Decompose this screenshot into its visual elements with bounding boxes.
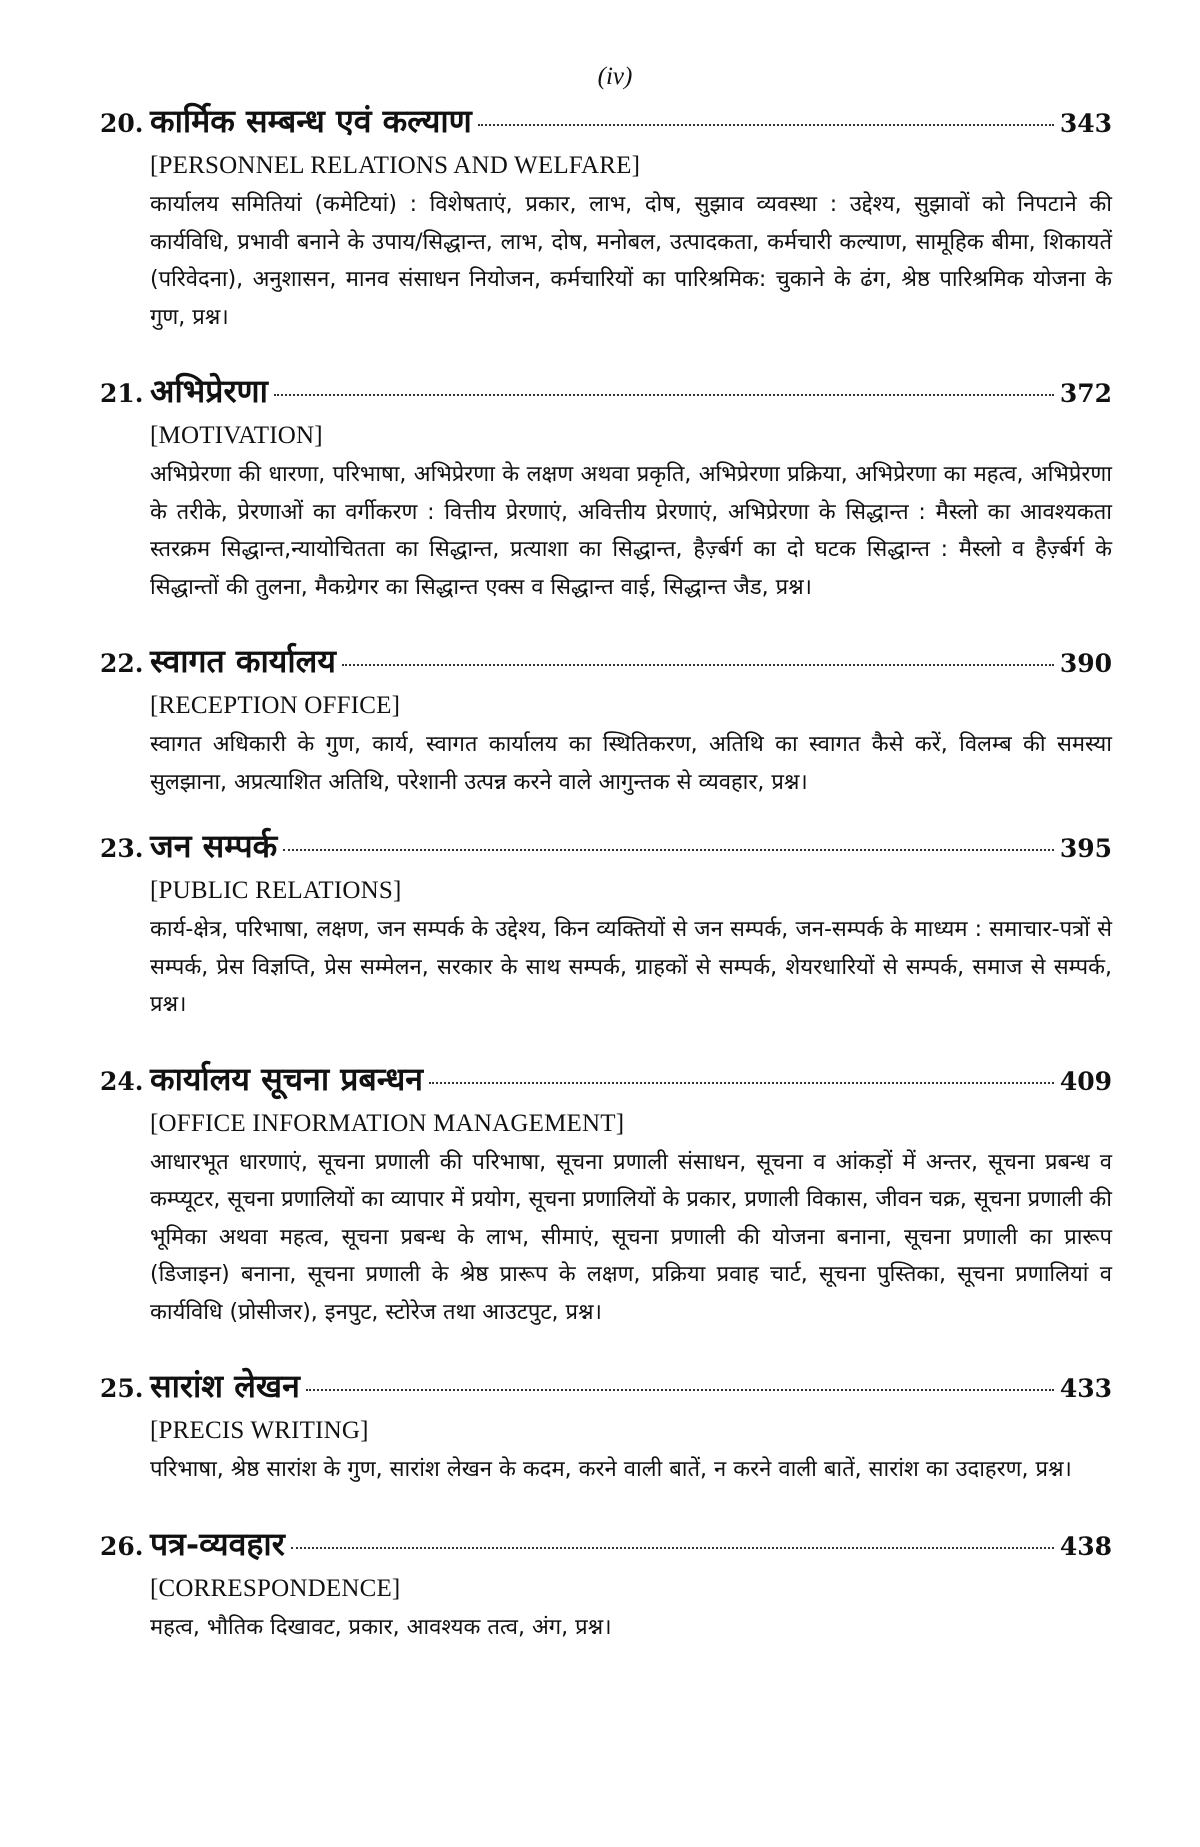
page-number: (iv)	[597, 63, 633, 90]
toc-entry-21	[100, 366, 1112, 606]
english-title: [RECEPTION OFFICE]	[150, 692, 401, 719]
dot-leader	[306, 1389, 1054, 1391]
toc-entry-20	[100, 96, 1112, 336]
english-title: [CORRESPONDENCE]	[150, 1574, 401, 1602]
chapter-description: कार्य-क्षेत्र, परिभाषा, लक्षण, जन सम्पर्क के उद्देश्य, किन व्यक्तियों से जन सम्पर्क, जन-सम्पर्क के माध्यम : समाचार-पत्रों से सम्पर्क, प्रेस विज्ञप्ति, प्रेस सम्मेलन, सरकार के साथ सम्पर्क, ग्राहकों से सम्पर्क, शेयरधारियों से सम्पर्क, समाज से सम्पर्क, प्रश्न।	[150, 917, 1112, 1017]
toc-entry-24	[100, 1054, 1112, 1332]
chapter-number: 20.	[100, 109, 144, 138]
chapter-title: सारांश लेखन	[150, 1367, 300, 1405]
chapter-page: 372	[1059, 379, 1112, 408]
chapter-page: 438	[1059, 1531, 1112, 1561]
chapter-number: 23.	[100, 834, 144, 863]
entry-heading	[100, 1361, 1112, 1411]
chapter-description: आधारभूत धारणाएं, सूचना प्रणाली की परिभाषा, सूचना प्रणाली संसाधन, सूचना व आंकड़ों में अन्तर, सूचना प्रबन्ध व कम्प्यूटर, सूचना प्रणालियों का व्यापार में प्रयोग, सूचना प्रणालियों के प्रकार, प्रणाली विकास, जीवन चक्र, सूचना प्रणाली की भूमिका अथवा महत्व, सूचना प्रबन्ध के लाभ, सीमाएं, सूचना प्रणाली की योजना बनाना, सूचना प्रणाली का प्रारूप (डिजाइन) बनाना, सूचना प्रणाली के श्रेष्ठ प्रारूप के लक्षण, प्रक्रिया प्रवाह चार्ट, सूचना पुस्तिका, सूचना प्रणालियां व कार्यविधि (प्रोसीजर), इनपुट, स्टोरेज तथा आउटपुट, प्रश्न।	[150, 1149, 1112, 1325]
chapter-description: कार्यालय समितियां (कमेटियां) : विशेषताएं, प्रकार, लाभ, दोष, सुझाव व्यवस्था : उद्देश्य, सुझावों को निपटाने की कार्यविधि, प्रभावी बनाने के उपाय/सिद्धान्त, लाभ, दोष, मनोबल, उत्पादकता, कर्मचारी कल्याण, सामूहिक बीमा, शिकायतें (परिवेदना), अनुशासन, मानव संसाधन नियोजन, कर्मचारियों का पारिश्रमिक: चुकाने के ढंग, श्रेष्ठ पारिश्रमिक योजना के गुण, प्रश्न।	[150, 192, 1112, 330]
dot-leader	[283, 849, 1054, 851]
chapter-title: जन सम्पर्क	[150, 827, 278, 865]
english-title: [MOTIVATION]	[150, 422, 323, 449]
toc-entry-25	[100, 1361, 1112, 1489]
chapter-number: 25.	[100, 1374, 144, 1403]
chapter-page: 409	[1059, 1066, 1112, 1096]
chapter-title: स्वागत कार्यालय	[150, 642, 336, 680]
toc-entry-26	[100, 1519, 1112, 1647]
chapter-description: स्वागत अधिकारी के गुण, कार्य, स्वागत कार्यालय का स्थितिकरण, अतिथि का स्वागत कैसे करें, विलम्ब की समस्या सुलझाना, अप्रत्याशित अतिथि, परेशानी उत्पन्न करने वाले आगुन्तक से व्यवहार, प्रश्न।	[150, 732, 1112, 795]
chapter-description: अभिप्रेरणा की धारणा, परिभाषा, अभिप्रेरणा के लक्षण अथवा प्रकृति, अभिप्रेरणा प्रक्रिया, अभिप्रेरणा का महत्व, अभिप्रेरणा के तरीके, प्रेरणाओं का वर्गीकरण : वित्तीय प्रेरणाएं, अवित्तीय प्रेरणाएं, अभिप्रेरणा के सिद्धान्त : मैस्लो का आवश्यकता स्तरक्रम सिद्धान्त,न्यायोचितता का सिद्धान्त, प्रत्याशा का सिद्धान्त, हैर्ज़्बर्ग का दो घटक सिद्धान्त : मैस्लो व हैर्ज़्बर्ग के सिद्धान्तों की तुलना, मैकग्रेगर का सिद्धान्त एक्स व सिद्धान्त वाई, सिद्धान्त जैड, प्रश्न।	[150, 462, 1112, 600]
english-title: [PERSONNEL RELATIONS AND WELFARE]	[150, 152, 641, 179]
chapter-number: 22.	[100, 649, 144, 678]
toc-entry-22	[100, 636, 1112, 801]
toc-entry-23	[100, 821, 1112, 1024]
chapter-number: 24.	[100, 1066, 144, 1096]
chapter-title: कार्मिक सम्बन्ध एवं कल्याण	[150, 102, 472, 140]
entry-heading	[100, 366, 1112, 416]
dot-leader	[274, 394, 1054, 396]
chapter-page: 433	[1059, 1374, 1112, 1403]
chapter-title: पत्र-व्यवहार	[150, 1524, 285, 1563]
chapter-title: अभिप्रेरणा	[150, 372, 268, 410]
english-title: [OFFICE INFORMATION MANAGEMENT]	[150, 1109, 625, 1137]
chapter-page: 390	[1059, 649, 1112, 678]
entry-heading	[100, 636, 1112, 686]
chapter-number: 21.	[100, 379, 144, 408]
dot-leader	[291, 1547, 1054, 1549]
entry-heading	[100, 96, 1112, 146]
dot-leader	[478, 124, 1054, 126]
entry-heading	[100, 821, 1112, 871]
chapter-number: 26.	[100, 1531, 144, 1561]
english-title: [PRECIS WRITING]	[150, 1417, 369, 1444]
english-title: [PUBLIC RELATIONS]	[150, 877, 402, 904]
chapter-page: 395	[1059, 834, 1112, 863]
chapter-description: परिभाषा, श्रेष्ठ सारांश के गुण, सारांश लेखन के कदम, करने वाली बातें, न करने वाली बातें, सारांश का उदाहरण, प्रश्न।	[150, 1457, 1072, 1482]
dot-leader	[342, 664, 1054, 666]
entry-heading	[100, 1519, 1112, 1569]
entry-heading	[100, 1054, 1112, 1104]
contents-page	[100, 58, 1112, 1646]
chapter-title: कार्यालय सूचना प्रबन्धन	[150, 1059, 424, 1098]
chapter-description: महत्व, भौतिक दिखावट, प्रकार, आवश्यक तत्व, अंग, प्रश्न।	[150, 1614, 612, 1640]
dot-leader	[429, 1082, 1054, 1084]
chapter-page: 343	[1059, 109, 1112, 138]
